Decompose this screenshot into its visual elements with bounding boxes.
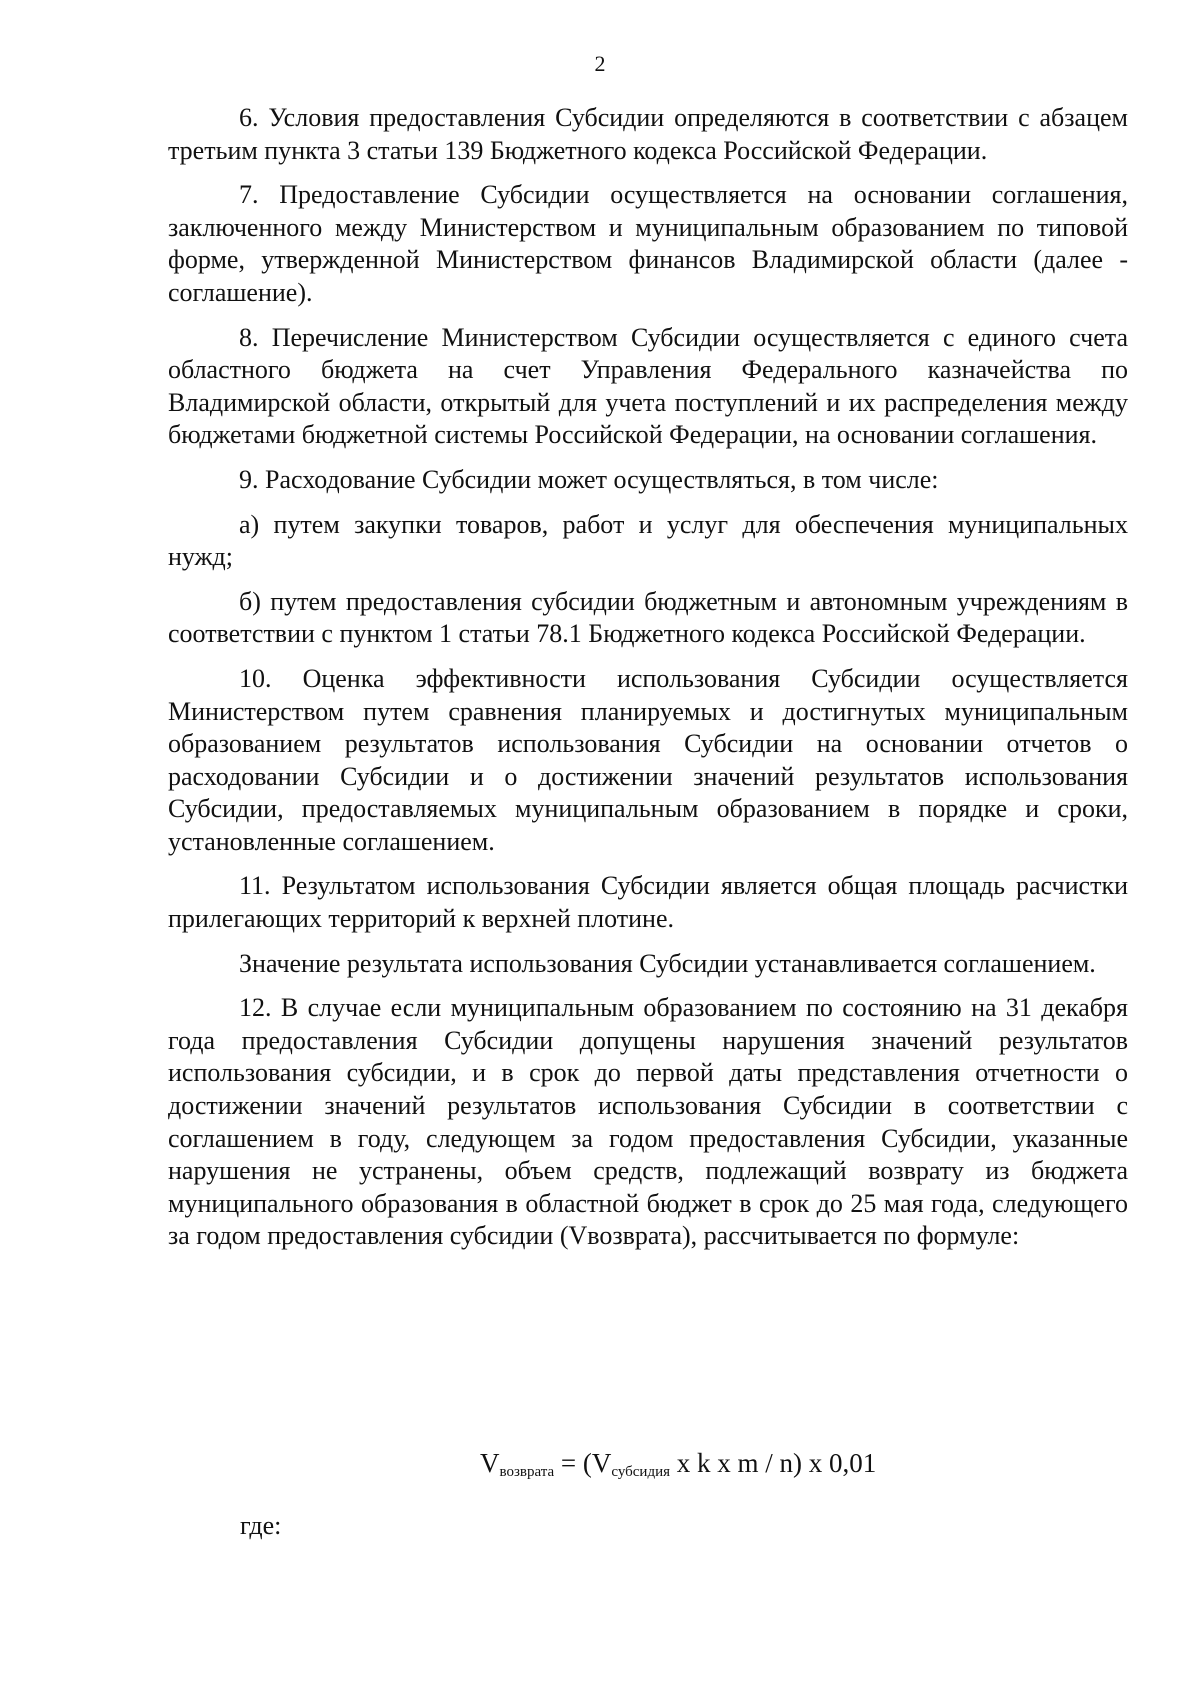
paragraph-10: 10. Оценка эффективности использования Субсидии осуществляется Министерством путем сравнения планируемых и достигнутых муниципальным образованием результатов использования Субсидии на основании отчетов о расходовании Субсидии и о достижении значений результатов использования Субсидии, предоставляемых муниципальным образованием в порядке и сроки, установленные соглашением. (168, 663, 1128, 856)
paragraph-11-value: Значение результата использования Субсидии устанавливается соглашением. (239, 948, 1096, 978)
paragraph-9b: б) путем предоставления субсидии бюджетным и автономным учреждениям в соответствии с пунктом 1 статьи 78.1 Бюджетного кодекса Российской Федерации. (168, 586, 1128, 649)
formula-lhs-subscript: возврата (499, 1464, 555, 1480)
paragraph-9: 9. Расходование Субсидии может осуществляться, в том числе: (239, 464, 939, 494)
formula-subsidy-subscript: субсидия (611, 1464, 671, 1480)
document-body (168, 102, 1128, 1265)
paragraph-8: 8. Перечисление Министерством Субсидии осуществляется с единого счета областного бюджета на счет Управления Федерального казначейства по Владимирской области, открытый для учета поступлений и их распределения между бюджетами бюджетной системы Российской Федерации, на основании соглашения. (168, 322, 1128, 450)
formula-lhs-variable: V (480, 1448, 500, 1478)
where-label: где: (240, 1511, 282, 1540)
paragraph-6: 6. Условия предоставления Субсидии определяются в соответствии с абзацем третьим пункта 3 статьи 139 Бюджетного кодекса Российской Федерации. (168, 103, 1128, 165)
formula-equals-open: = (V (554, 1448, 612, 1478)
paragraph-7: 7. Предоставление Субсидии осуществляется на основании соглашения, заключенного между Министерством и муниципальным образованием по типовой форме, утвержденной Министерством финансов Владимирской области (далее - соглашение). (168, 180, 1128, 307)
page-number: 2 (594, 51, 606, 76)
return-formula (480, 1446, 876, 1489)
paragraph-12: 12. В случае если муниципальным образованием по состоянию на 31 декабря года предоставления Субсидии допущены нарушения значений результатов использования субсидии, и в срок до первой даты представления отчетности о достижении значений результатов использования Субсидии в соответствии с соглашением в году, следующем за годом предоставления Субсидии, указанные нарушения не устранены, объем средств, подлежащий возврату из бюджета муниципального образования в областной бюджет в срок до 25 мая года, следующего за годом предоставления субсидии (Vвозврата), рассчитывается по формуле: (168, 993, 1128, 1251)
formula-rest: x k x m / n) x 0,01 (670, 1448, 877, 1478)
paragraph-11: 11. Результатом использования Субсидии является общая площадь расчистки прилегающих территорий к верхней плотине. (168, 871, 1128, 934)
paragraph-9a: а) путем закупки товаров, работ и услуг для обеспечения муниципальных нужд; (168, 509, 1128, 572)
